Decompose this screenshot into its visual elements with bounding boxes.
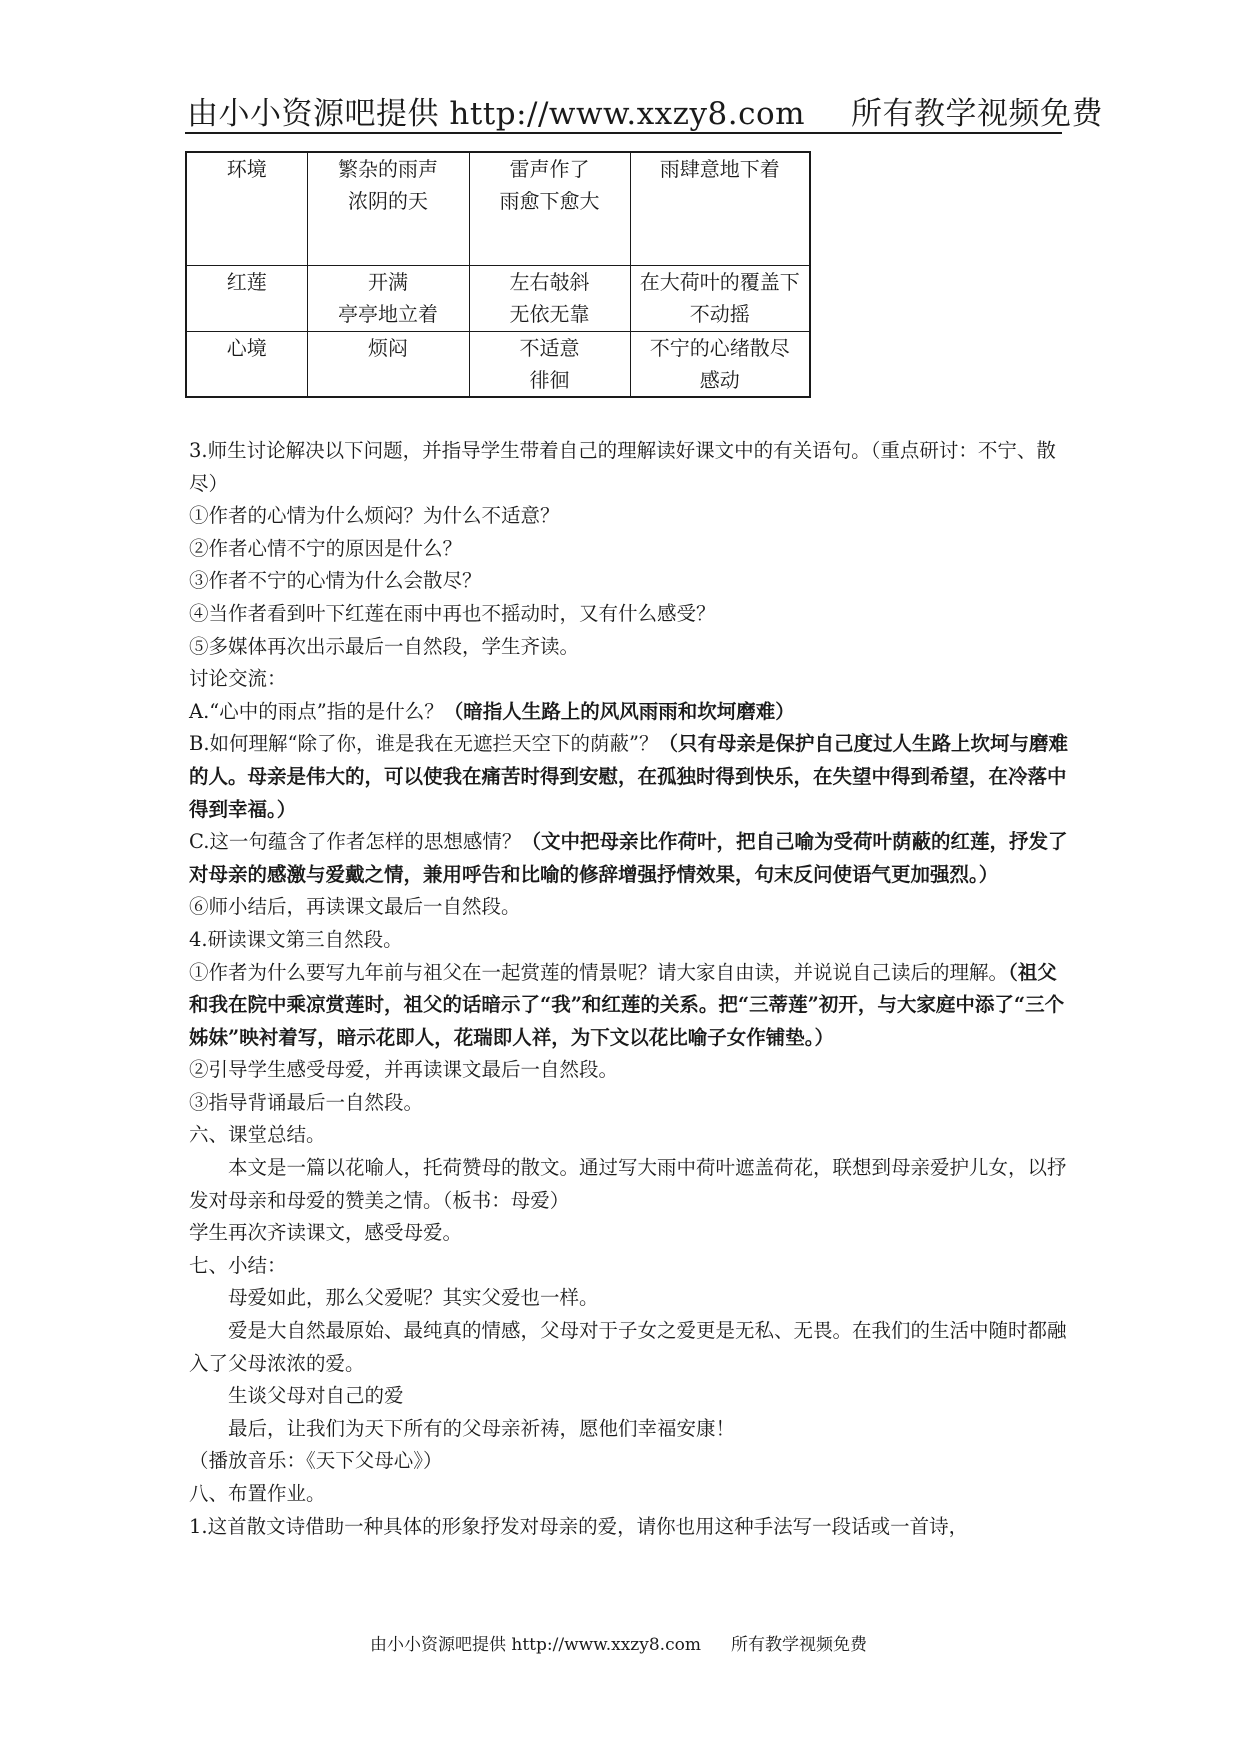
paragraph: （播放音乐：《天下父母心》） [189, 1449, 443, 1473]
answer-text: （祖父和我在院中乘凉赏莲时，祖父的话暗示了“我”和红莲的关系。把“三蒂莲”初开，与大家庭中添了“三个姊妹”映衬着写，暗示花即人，花瑞即人祥，为下文以花比喻子女作铺垫。） [189, 960, 1065, 1049]
page-header [187, 88, 1104, 133]
table-row-label: 心境 [186, 331, 307, 397]
answer-text: （只有母亲是保护自己度过人生路上坎坷与磨难的人。母亲是伟大的，可以使我在痛苦时得到安慰，在孤独时得到快乐，在失望中得到希望，在冷落中得到幸福。） [189, 732, 1068, 821]
paragraph: 生谈父母对自己的爱 [228, 1384, 404, 1408]
answer-text: （文中把母亲比作荷叶，把自己喻为受荷叶荫蔽的红莲，抒发了对母亲的感激与爱戴之情，兼用呼告和比喻的修辞增强抒情效果，句末反问使语气更加强烈。） [189, 830, 1068, 886]
header-provider: 由小小资源吧提供 http://www.xxzy8.com [187, 96, 806, 132]
table-cell: 不适意 徘徊 [469, 331, 630, 397]
section-heading: 七、小结： [189, 1253, 287, 1277]
question-item: ③指导背诵最后一自然段。 [189, 1090, 424, 1114]
table-row [186, 152, 810, 265]
question-item: ④当作者看到叶下红莲在雨中再也不摇动时，又有什么感受？ [189, 601, 716, 625]
comparison-table [185, 151, 811, 398]
table-cell: 在大荷叶的覆盖下 不动摇 [630, 265, 810, 331]
question-item: ⑤多媒体再次出示最后一自然段，学生齐读。 [189, 634, 580, 658]
footer-slogan: 所有教学视频免费 [730, 1635, 867, 1655]
table-cell: 左右攲斜 无依无靠 [469, 265, 630, 331]
document-body [189, 435, 1069, 1543]
header-slogan: 所有教学视频免费 [851, 96, 1104, 132]
paragraph: 学生再次齐读课文，感受母爱。 [189, 1221, 463, 1245]
table-cell: 开满 亭亭地立着 [307, 265, 469, 331]
discussion-item: C.这一句蕴含了作者怎样的思想感情？（文中把母亲比作荷叶，把自己喻为受荷叶荫蔽的红莲，抒发了对母亲的感激与爱戴之情，兼用呼告和比喻的修辞增强抒情效果，句末反问使语气更加强烈。） [189, 830, 1068, 886]
section-heading: 六、课堂总结。 [189, 1123, 326, 1147]
question-item: ②作者心情不宁的原因是什么？ [189, 536, 463, 560]
section-heading: 八、布置作业。 [189, 1482, 326, 1505]
paragraph: 3.师生讨论解决以下问题，并指导学生带着自己的理解读好课文中的有关语句。（重点研讨：不宁、散尽） [189, 439, 1056, 495]
discussion-item: A.“心中的雨点”指的是什么？（暗指人生路上的风风雨雨和坎坷磨难） [189, 699, 795, 723]
header-divider [185, 132, 1062, 134]
footer-provider: 由小小资源吧提供 http://www.xxzy8.com [370, 1635, 701, 1655]
question-item: ①作者的心情为什么烦闷？为什么不适意？ [189, 504, 560, 528]
table-cell: 不宁的心绪散尽 感动 [630, 331, 810, 397]
table-cell: 繁杂的雨声 浓阴的天 [307, 152, 469, 265]
table-cell: 雨肆意地下着 [630, 152, 810, 265]
paragraph: 本文是一篇以花喻人，托荷赞母的散文。通过写大雨中荷叶遮盖荷花，联想到母亲爱护儿女，以抒发对母亲和母爱的赞美之情。（板书：母爱） [189, 1156, 1067, 1212]
question-item: ③作者不宁的心情为什么会散尽？ [189, 569, 482, 593]
question-item: ⑥师小结后，再读课文最后一自然段。 [189, 895, 521, 919]
paragraph: 最后，让我们为天下所有的父母亲祈祷，愿他们幸福安康！ [228, 1416, 736, 1440]
page-footer [370, 1630, 867, 1655]
question-item: ②引导学生感受母爱，并再读课文最后一自然段。 [189, 1058, 619, 1082]
table-row-label: 环境 [186, 152, 307, 265]
table-row [186, 331, 810, 397]
discussion-item: B.如何理解“除了你，谁是我在无遮拦天空下的荫蔽”？（只有母亲是保护自己度过人生路上坎坷与磨难的人。母亲是伟大的，可以使我在痛苦时得到安慰，在孤独时得到快乐，在失望中得到希望，在冷落中得到幸福。） [189, 732, 1068, 821]
paragraph: 1.这首散文诗借助一种具体的形象抒发对母亲的爱，请你也用这种手法写一段话或一首诗， [189, 1514, 969, 1538]
paragraph: 4.研读课文第三自然段。 [189, 927, 403, 951]
table-cell: 烦闷 [307, 331, 469, 397]
paragraph: 爱是大自然最原始、最纯真的情感，父母对于子女之爱更是无私、无畏。在我们的生活中随时都融入了父母浓浓的爱。 [189, 1319, 1067, 1375]
paragraph: 母爱如此，那么父爱呢？其实父爱也一样。 [228, 1286, 599, 1310]
table-row [186, 265, 810, 331]
table-cell: 雷声作了 雨愈下愈大 [469, 152, 630, 265]
discussion-heading: 讨论交流： [189, 667, 287, 691]
answer-text: （暗指人生路上的风风雨雨和坎坷磨难） [443, 699, 795, 723]
table-row-label: 红莲 [186, 265, 307, 331]
question-item: ①作者为什么要写九年前与祖父在一起赏莲的情景呢？请大家自由读，并说说自己读后的理解。（祖父和我在院中乘凉赏莲时，祖父的话暗示了“我”和红莲的关系。把“三蒂莲”初开，与大家庭中添了“三个姊妹”映衬着写，暗示花即人，花瑞即人祥，为下文以花比喻子女作铺垫。） [189, 960, 1065, 1049]
